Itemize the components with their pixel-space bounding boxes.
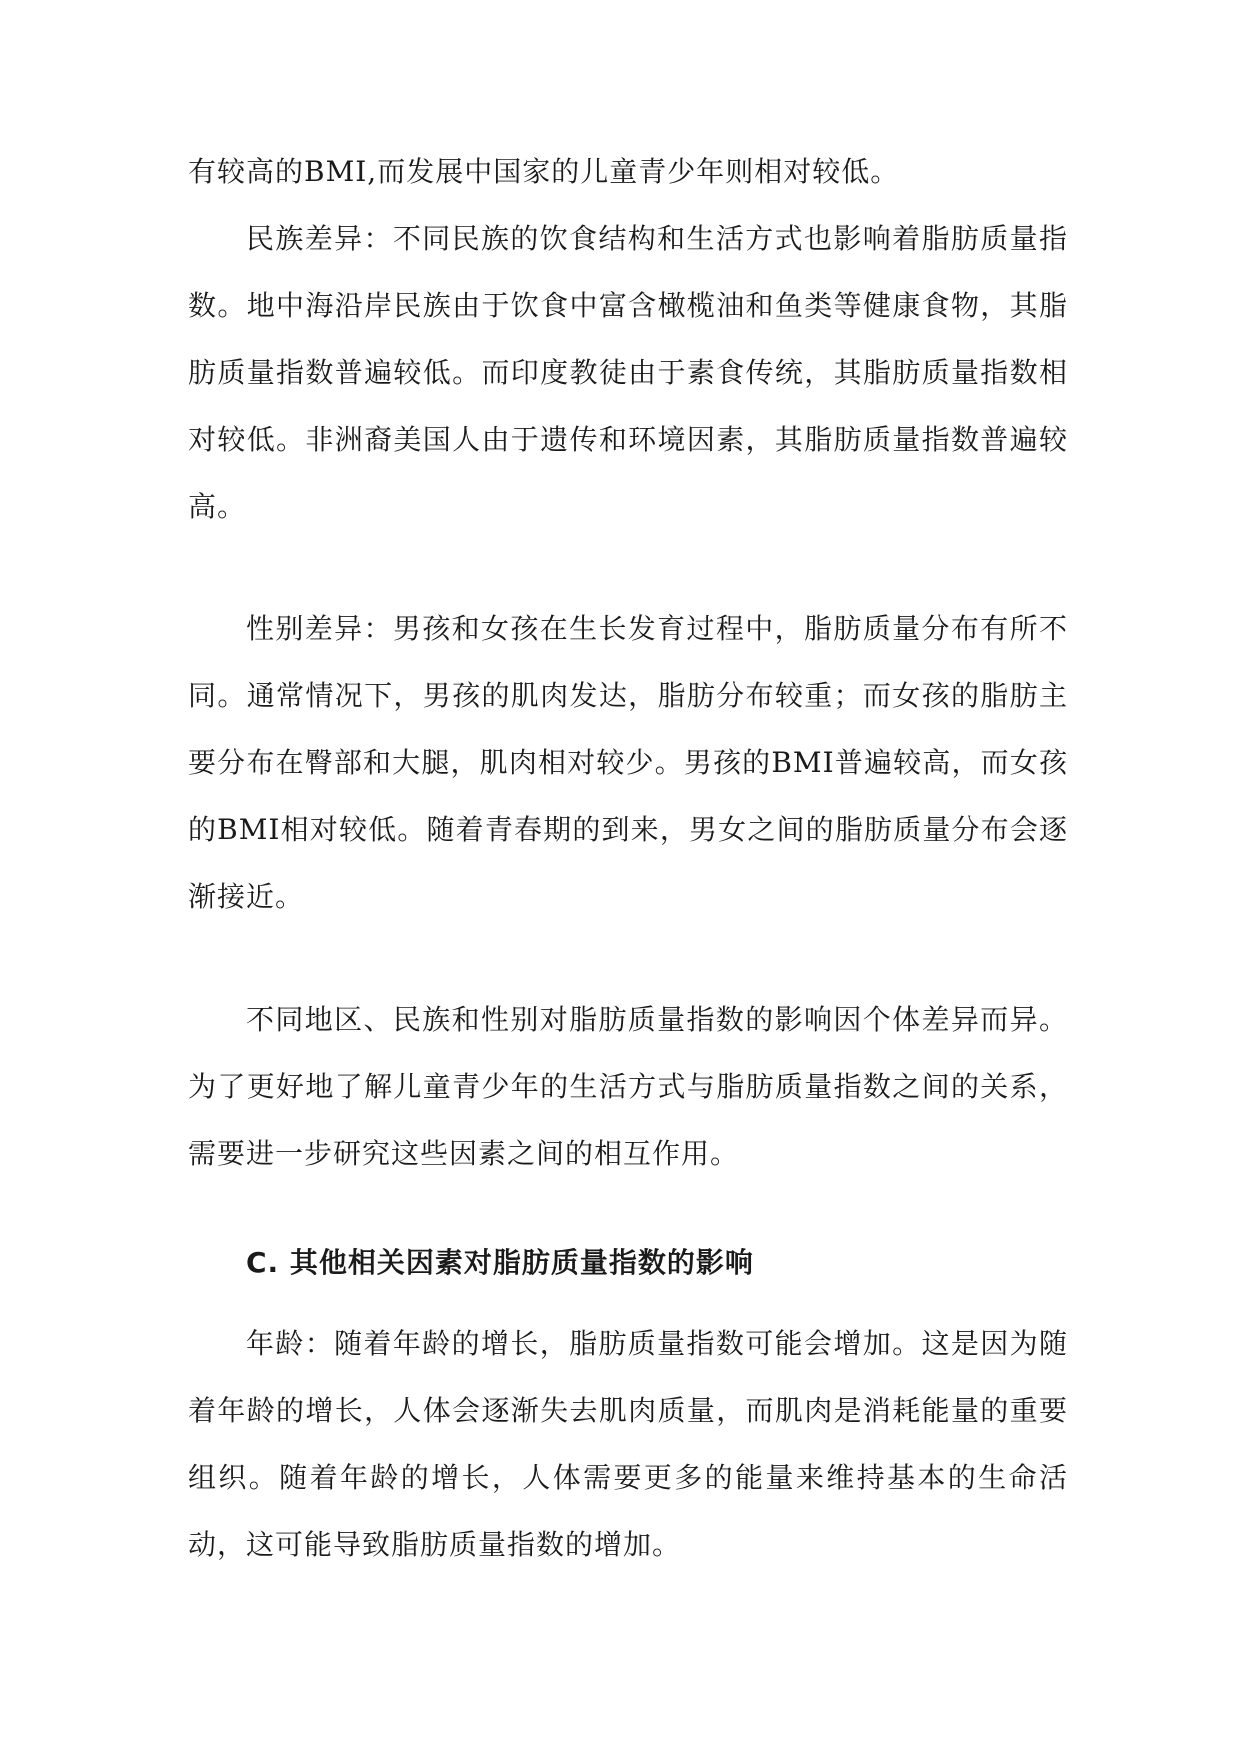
paragraph-ethnic-differences: 民族差异：不同民族的饮食结构和生活方式也影响着脂肪质量指数。地中海沿岸民族由于饮食中富含橄榄油和鱼类等健康食物，其脂肪质量指数普遍较低。而印度教徒由于素食传统，其脂肪质量指数相对较低。非洲裔美国人由于遗传和环境因素，其脂肪质量指数普遍较高。 — [188, 222, 1068, 523]
section-heading: C. 其他相关因素对脂肪质量指数的影响 — [246, 1246, 754, 1279]
paragraph-age: 年龄：随着年龄的增长，脂肪质量指数可能会增加。这是因为随着年龄的增长，人体会逐渐失去肌肉质量，而肌肉是消耗能量的重要组织。随着年龄的增长，人体需要更多的能量来维持基本的生命活动，这可能导致脂肪质量指数的增加。 — [188, 1327, 1068, 1561]
paragraph-summary: 不同地区、民族和性别对脂肪质量指数的影响因个体差异而异。为了更好地了解儿童青少年的生活方式与脂肪质量指数之间的关系，需要进一步研究这些因素之间的相互作用。 — [188, 1003, 1068, 1170]
paragraph-continuation: 有较高的BMI,而发展中国家的儿童青少年则相对较低。 — [188, 155, 900, 188]
paragraph-gender-differences: 性别差异：男孩和女孩在生长发育过程中，脂肪质量分布有所不同。通常情况下，男孩的肌肉发达，脂肪分布较重；而女孩的脂肪主要分布在臀部和大腿，肌肉相对较少。男孩的BMI普遍较高，而女孩的BMI相对较低。随着青春期的到来，男女之间的脂肪质量分布会逐渐接近。 — [188, 612, 1068, 913]
